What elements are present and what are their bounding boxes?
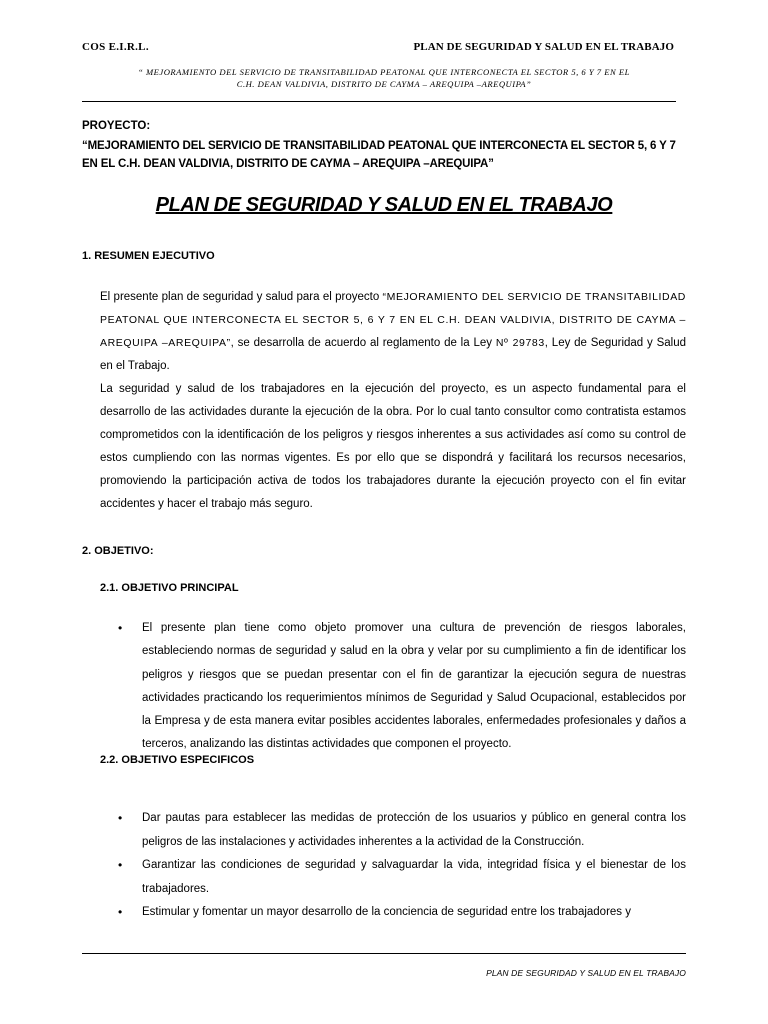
objective-specific-text: Garantizar las condiciones de seguridad y salvaguardar la vida, integridad física y el bienestar de los trabajadores. xyxy=(142,859,686,895)
header-project-line-1: “ MEJORAMIENTO DEL SERVICIO DE TRANSITABILIDAD PEATONAL QUE INTERCONECTA EL SECTOR 5, 6 Y 7 EN EL xyxy=(138,67,630,77)
header-company: COS E.I.R.L. xyxy=(82,41,149,53)
summary-p1-end: , Ley de Seguridad y Salud en el Trabajo. xyxy=(100,337,686,372)
summary-p1-mid: , se desarrolla de acuerdo al reglamento de la Ley xyxy=(230,337,496,349)
section-1-heading: 1. RESUMEN EJECUTIVO xyxy=(82,250,215,262)
header-doc-title: PLAN DE SEGURIDAD Y SALUD EN EL TRABAJO xyxy=(413,41,674,53)
objective-specific-list xyxy=(118,807,686,925)
bullet-icon: • xyxy=(118,621,123,635)
section-2-1-heading: 2.1. OBJETIVO PRINCIPAL xyxy=(100,582,239,594)
project-name: “MEJORAMIENTO DEL SERVICIO DE TRANSITABILIDAD PEATONAL QUE INTERCONECTA EL SECTOR 5, 6 Y 7 EN EL C.H. DEAN VALDIVIA, DISTRITO DE CAYMA – AREQUIPA –AREQUIPA” xyxy=(82,140,676,170)
footer-divider xyxy=(82,953,686,954)
bullet-icon: • xyxy=(118,858,123,872)
summary-p1-project: “MEJORAMIENTO DEL SERVICIO DE TRANSITABILIDAD PEATONAL QUE INTERCONECTA EL SECTOR 5, 6 Y 7 EN EL C.H. DEAN VALDIVIA, DISTRITO DE CAYMA – AREQUIPA –AREQUIPA” xyxy=(100,291,686,349)
page-title: PLAN DE SEGURIDAD Y SALUD EN EL TRABAJO xyxy=(155,194,613,216)
header-divider xyxy=(82,101,676,102)
summary-p1-law: Nº 29783 xyxy=(495,337,545,349)
objective-main-list xyxy=(118,617,686,757)
section-2-heading: 2. OBJETIVO: xyxy=(82,545,154,557)
summary-p1-start: El presente plan de seguridad y salud para el proyecto xyxy=(100,291,383,303)
bullet-icon: • xyxy=(118,905,123,919)
summary-paragraph-1 xyxy=(100,286,686,378)
summary-paragraph-2: La seguridad y salud de los trabajadores en la ejecución del proyecto, es un aspecto fundamental para el desarrollo de las actividades durante la ejecución de la obra. Por lo cual tanto consultor como contratista estamos comprometidos con la identificación de los peligros y riesgos inherentes a sus actividades así como su control de estos cumpliendo con las normas vigentes. Es por ello que se dispondrá y facilitará los recursos necesarios, promoviendo la participación activa de todos los trabajadores durante la ejecución proyecto con el fin evitar accidentes y hacer el trabajo más seguro. xyxy=(100,383,686,510)
list-item xyxy=(118,901,686,925)
list-item xyxy=(118,854,686,901)
header-project-line-2: C.H. DEAN VALDIVIA, DISTRITO DE CAYMA – AREQUIPA –AREQUIPA” xyxy=(236,79,532,89)
objective-specific-text: Estimular y fomentar un mayor desarrollo de la conciencia de seguridad entre los trabajadores y xyxy=(142,906,632,918)
header-project-subtitle xyxy=(82,66,686,90)
footer-doc-title: PLAN DE SEGURIDAD Y SALUD EN EL TRABAJO xyxy=(486,968,686,978)
project-label: PROYECTO: xyxy=(82,120,151,132)
bullet-icon: • xyxy=(118,811,123,825)
list-item xyxy=(118,807,686,854)
section-2-2-heading: 2.2. OBJETIVO ESPECIFICOS xyxy=(100,754,255,766)
objective-main-text: El presente plan tiene como objeto promover una cultura de prevención de riesgos laborales, estableciendo normas de seguridad y salud en la obra y velar por su cumplimiento a fin de identificar los peligros y riesgos que se puedan presentar con el fin de garantizar la ejecución segura de nuestras actividades practicando los requerimientos mínimos de Seguridad y Salud Ocupacional, establecidos por la Empresa y de esta manera evitar posibles accidentes laborales, enfermedades profesionales y daños a terceros, analizando las distintas actividades que componen el proyecto. xyxy=(142,622,686,751)
list-item xyxy=(118,617,686,757)
objective-specific-text: Dar pautas para establecer las medidas de protección de los usuarios y público en general contra los peligros de las instalaciones y actividades inherentes a la actividad de la Construcción. xyxy=(142,812,686,848)
